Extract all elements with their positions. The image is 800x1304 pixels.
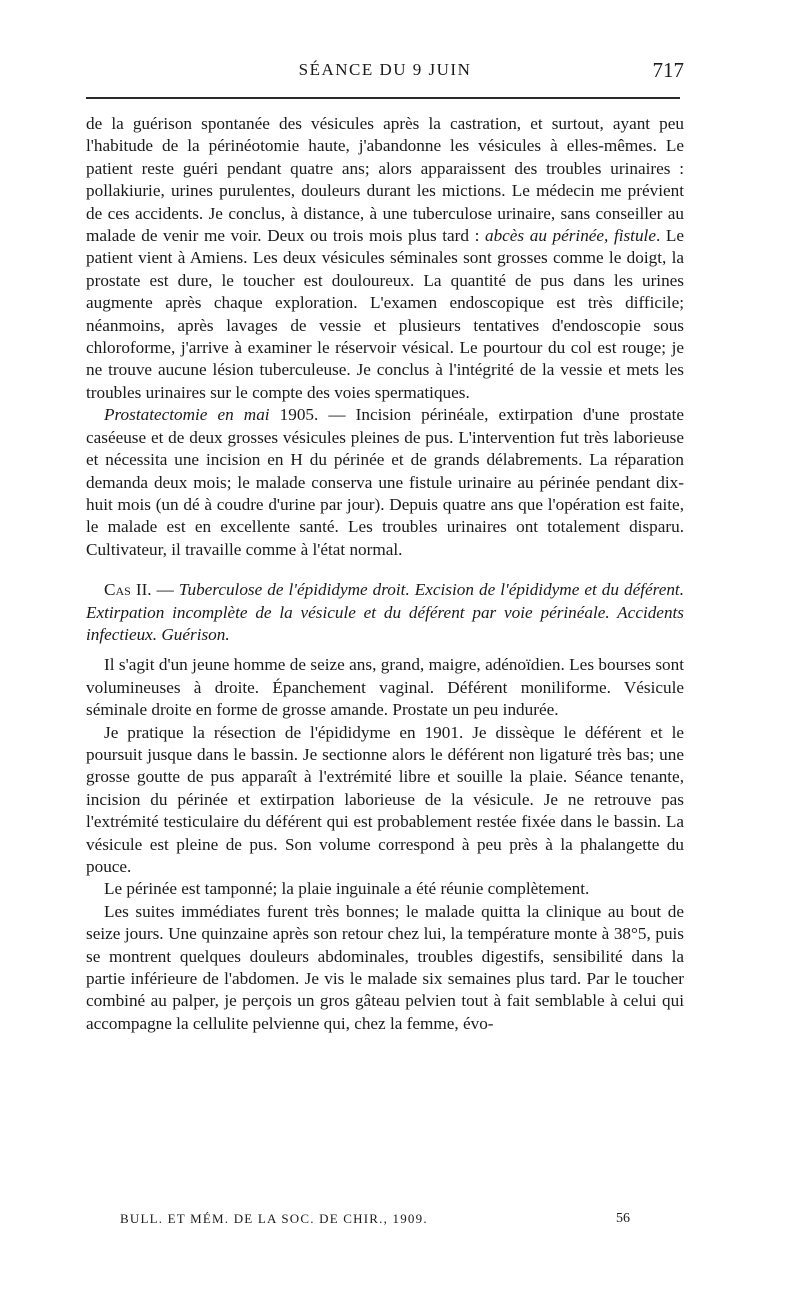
paragraph: Il s'agit d'un jeune homme de seize ans, grand, maigre, adénoïdien. Les bourses sont volumineuses à droite. Épanchement vaginal. Déférent moniliforme. Vésicule séminale droite en forme de grosse amande. Prostate un peu indurée. xyxy=(86,655,684,720)
italic-phrase: abcès au périnée, fistule xyxy=(484,226,656,246)
footer-citation: BULL. ET MÉM. DE LA SOC. DE CHIR., 1909. xyxy=(120,1211,428,1226)
case-title: Tuberculose de l'épididyme droit. Excision de l'épididyme et du déférent. Extirpation incomplète de la vésicule et du déférent par voie périnéale. Accidents infectieux. Guérison. xyxy=(86,580,684,644)
italic-phrase: Prostatectomie en mai xyxy=(104,405,270,425)
paragraph: Les suites immédiates furent très bonnes; le malade quitta la clinique au bout de seize jours. Une quinzaine après son retour chez lui, la température monte à 38°5, puis se montrent quelques douleurs abdominales, troubles digestifs, sensibilité dans la partie inférieure de l'abdomen. Je vis le malade six semaines plus tard. Par le toucher combiné au palper, je perçois un gros gâteau pelvien tout à fait semblable à celui qui accompagne la cellulite pelvienne qui, chez la femme, évo- xyxy=(86,901,684,1033)
running-title: SÉANCE DU 9 JUIN xyxy=(298,60,472,79)
body-text xyxy=(86,113,684,1035)
page-number: 717 xyxy=(652,58,684,82)
case-label: Cas II. xyxy=(104,580,152,600)
paragraph: Le périnée est tamponné; la plaie inguinale a été réunie complètement. xyxy=(104,879,590,899)
paragraph: Je pratique la résection de l'épididyme en 1901. Je dissèque le déférent et le poursuit jusque dans le bassin. Je sectionne alors le déférent non ligaturé très bas; une grosse goutte de pus apparaît à l'extrémité libre et souille la plaie. Séance tenante, incision du périnée et extirpation laborieuse de la vésicule. Je ne retrouve pas l'extrémité testiculaire du déférent qui est probablement restée fixée dans le bassin. La vésicule est pleine de pus. Son volume correspond à peu près à la phalangette du pouce. xyxy=(86,722,684,876)
case-heading: Cas II. — Tuberculose de l'épididyme droit. Excision de l'épididyme et du déférent. Extirpation incomplète de la vésicule et du déférent par voie périnéale. Accidents infectieux. Guérison. xyxy=(86,580,684,644)
signature-mark: 56 xyxy=(616,1211,630,1226)
paragraph-continuation: de la guérison spontanée des vésicules après la castration, et surtout, ayant peu l'habitude de la périnéotomie haute, j'abandonne les vésicules à elles-mêmes. Le patient reste guéri pendant quatre ans; alors apparaissent des troubles urinaires : pollakiurie, urines purulentes, douleurs durant les mictions. Le médecin me prévient de ces accidents. Je conclus, à distance, à une tuberculose urinaire, sans conseiller au malade de venir me voir. Deux ou trois mois plus tard : abcès au périnée, fistule. Le patient vient à Amiens. Les deux vésicules séminales sont grosses comme le doigt, la prostate est dure, le toucher est douloureux. La quantité de pus dans les urines augmente après chaque exploration. L'examen endoscopique est très difficile; néanmoins, après lavages de vessie et plusieurs tentatives d'endoscopie sous chloroforme, j'arrive à examiner le réservoir vésical. Le pourtour du col est rouge; je ne trouve aucune lésion tuberculeuse. Je conclus à l'intégrité de la vessie et mets les troubles urinaires sur le compte des voies spermatiques. xyxy=(86,114,684,402)
header-rule xyxy=(86,97,680,99)
footer xyxy=(120,1211,630,1233)
paragraph-prostatectomy: Prostatectomie en mai 1905. — Incision périnéale, extirpation d'une prostate caséeuse et de deux grosses vésicules pleines de pus. L'intervention fut très laborieuse et nécessita une incision en H du périnée et de grands délabrements. La réparation demanda deux mois; le malade conserva une fistule urinaire au périnée pendant dix-huit mois (un dé à coudre d'urine par jour). Depuis quatre ans que l'opération est faite, le malade est en excellente santé. Les troubles urinaires ont totalement disparu. Cultivateur, il travaille comme à l'état normal. xyxy=(86,405,684,559)
section-gap xyxy=(86,561,684,579)
running-head xyxy=(86,58,684,88)
